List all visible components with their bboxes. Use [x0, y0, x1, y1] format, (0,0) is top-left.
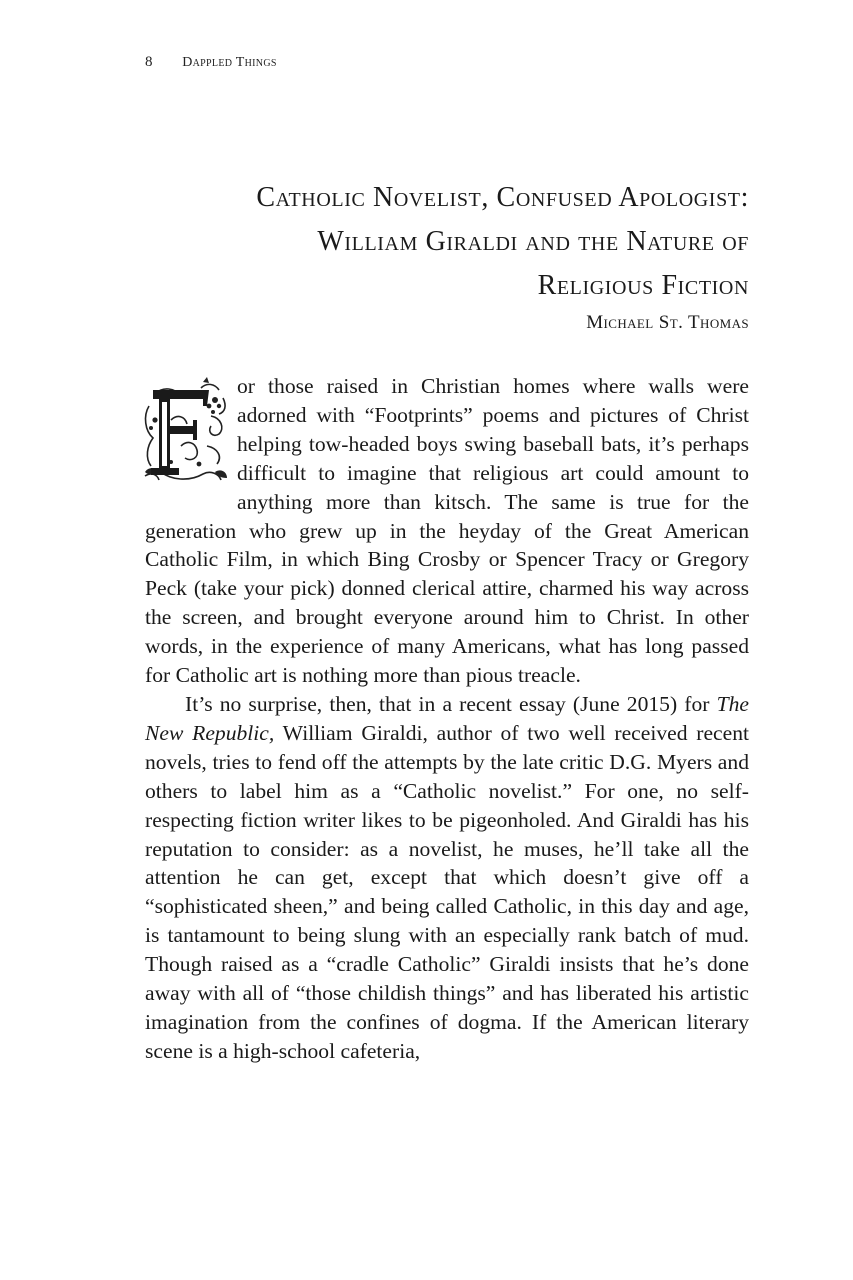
running-title: Dappled Things: [182, 55, 277, 70]
paragraph-2: [145, 690, 749, 1066]
page-number: 8: [145, 54, 153, 70]
publication-title: The New Republic,: [145, 691, 749, 745]
paragraph-2-start: It’s no surprise, then, that in a recent essay (June 2015) for: [185, 691, 710, 716]
paragraph-1-text: or those raised in Christian homes where walls were adorned with “Footprints” poems and pictures of Christ helping tow-headed boys swing baseball bats, it’s perhaps difficult to imagine that religious art could amount to anything more than kitsch. The same is true for the generation who grew up in the heyday of the Great American Catholic Film, in which Bing Crosby or Spencer Tracy or Gregory Peck (take your pick) donned clerical attire, charmed his way across the screen, and brought everyone around him to Christ. In other words, in the experience of many Americans, what has long passed for Catholic art is nothing more than pious treacle.: [145, 374, 749, 688]
paragraph-2-rest: William Giraldi, author of two well received recent novels, tries to fend off the attempts by the late critic D.G. Myers and others to label him as a “Catholic novelist.” For one, no self-respecting fiction writer likes to be pigeonholed. And Giraldi has his reputation to consider: as a novelist, he muses, he’ll take all the attention he can get, except that which doesn’t give off a “sophisticated sheen,” and being called Catholic, in this day and age, is tantamount to being slung with an especially rank batch of mud. Though raised as a “cradle Catholic” Giraldi insists that he’s done away with all of “those childish things” and has liberated his artistic imagination from the confines of dogma. If the American literary scene is a high-school cafeteria,: [145, 720, 749, 1063]
article-title-line-2: William Giraldi and the Nature of: [317, 226, 749, 257]
article-title-line-3: Religious Fiction: [537, 270, 749, 301]
running-header: [145, 54, 277, 71]
article-heading: [145, 176, 749, 336]
article-title-line-1: Catholic Novelist, Confused Apologist:: [256, 182, 749, 213]
paragraph-1: [145, 372, 749, 690]
article-body: [145, 372, 749, 1066]
ornamental-dropcap-icon: [141, 376, 229, 488]
article-author: Michael St. Thomas: [586, 312, 749, 333]
